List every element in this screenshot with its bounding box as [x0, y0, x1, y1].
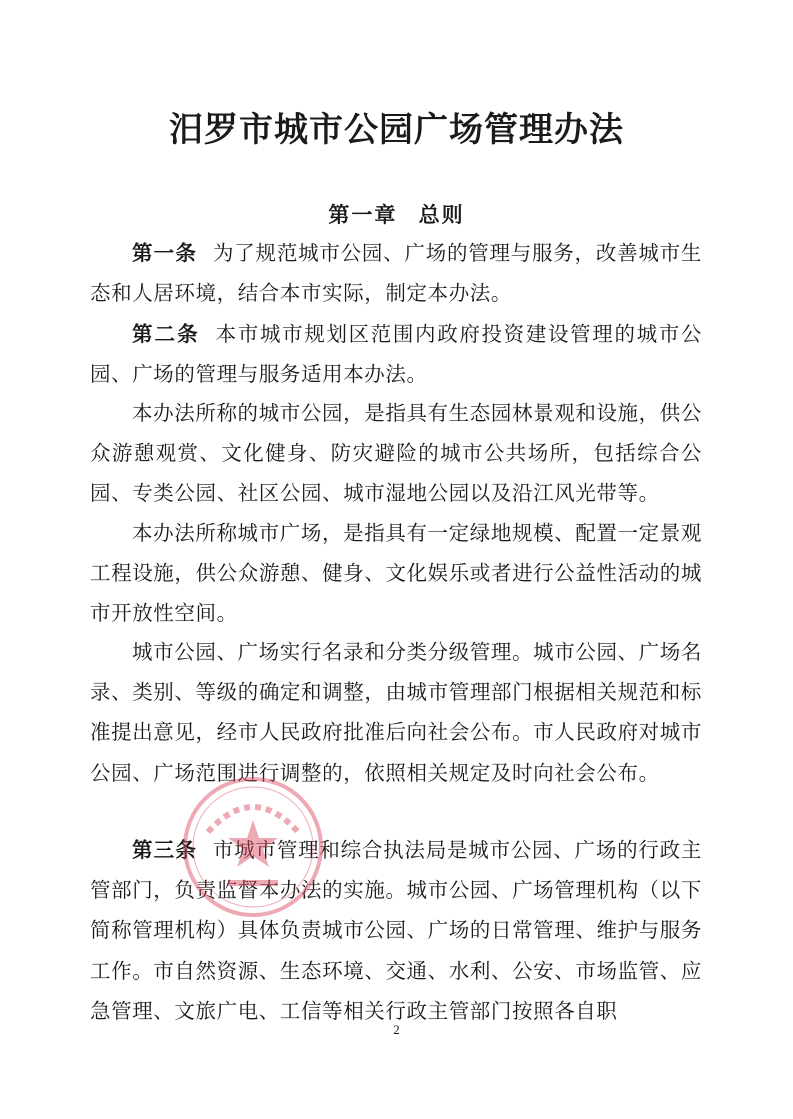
article-label: 第一条: [132, 241, 198, 265]
chapter-heading: 第一章 总则: [328, 203, 465, 227]
document-title: 汨罗市城市公园广场管理办法: [169, 110, 624, 150]
page-number: 2: [393, 1022, 400, 1037]
paragraph-directory-management: [90, 632, 702, 793]
paragraph-article-1: [90, 233, 702, 313]
paragraph-text: 市城市管理和综合执法局是城市公园、广场的行政主管部门，负责监督本办法的实施。城市公园、广场管理机构（以下简称管理机构）具体负责城市公园、广场的日常管理、维护与服务工作。市自然资源、生态环境、交通、水利、公安、市场监管、应急管理、文旅广电、工信等相关行政主管部门按照各自职: [90, 838, 702, 1023]
article-label: 第三条: [132, 838, 198, 862]
paragraph-text: 为了规范城市公园、广场的管理与服务，改善城市生态和人居环境，结合本市实际，制定本办法。: [90, 241, 702, 306]
paragraph-text: 本办法所称的城市公园，是指具有生态园林景观和设施，供公众游憩观赏、文化健身、防灾避险的城市公共场所，包括综合公园、专类公园、社区公园、城市湿地公园以及沿江风光带等。: [90, 401, 702, 506]
paragraph-article-2: [90, 314, 702, 394]
paragraph-city-park-definition: [90, 393, 702, 514]
paragraph-text: 本市城市规划区范围内政府投资建设管理的城市公园、广场的管理与服务适用本办法。: [90, 322, 703, 387]
paragraph-text: 城市公园、广场实行名录和分类分级管理。城市公园、广场名录、类别、等级的确定和调整，由城市管理部门根据相关规范和标准提出意见，经市人民政府批准后向社会公布。市人民政府对城市公园、广场范围进行调整的，依照相关规定及时向社会公布。: [90, 640, 702, 785]
paragraph-text: 本办法所称城市广场，是指具有一定绿地规模、配置一定景观工程设施，供公众游憩、健身、文化娱乐或者进行公益性活动的城市开放性空间。: [90, 521, 702, 626]
article-label: 第二条: [132, 322, 200, 346]
paragraph-city-square-definition: [90, 513, 702, 634]
paragraph-article-3: [90, 830, 702, 1031]
